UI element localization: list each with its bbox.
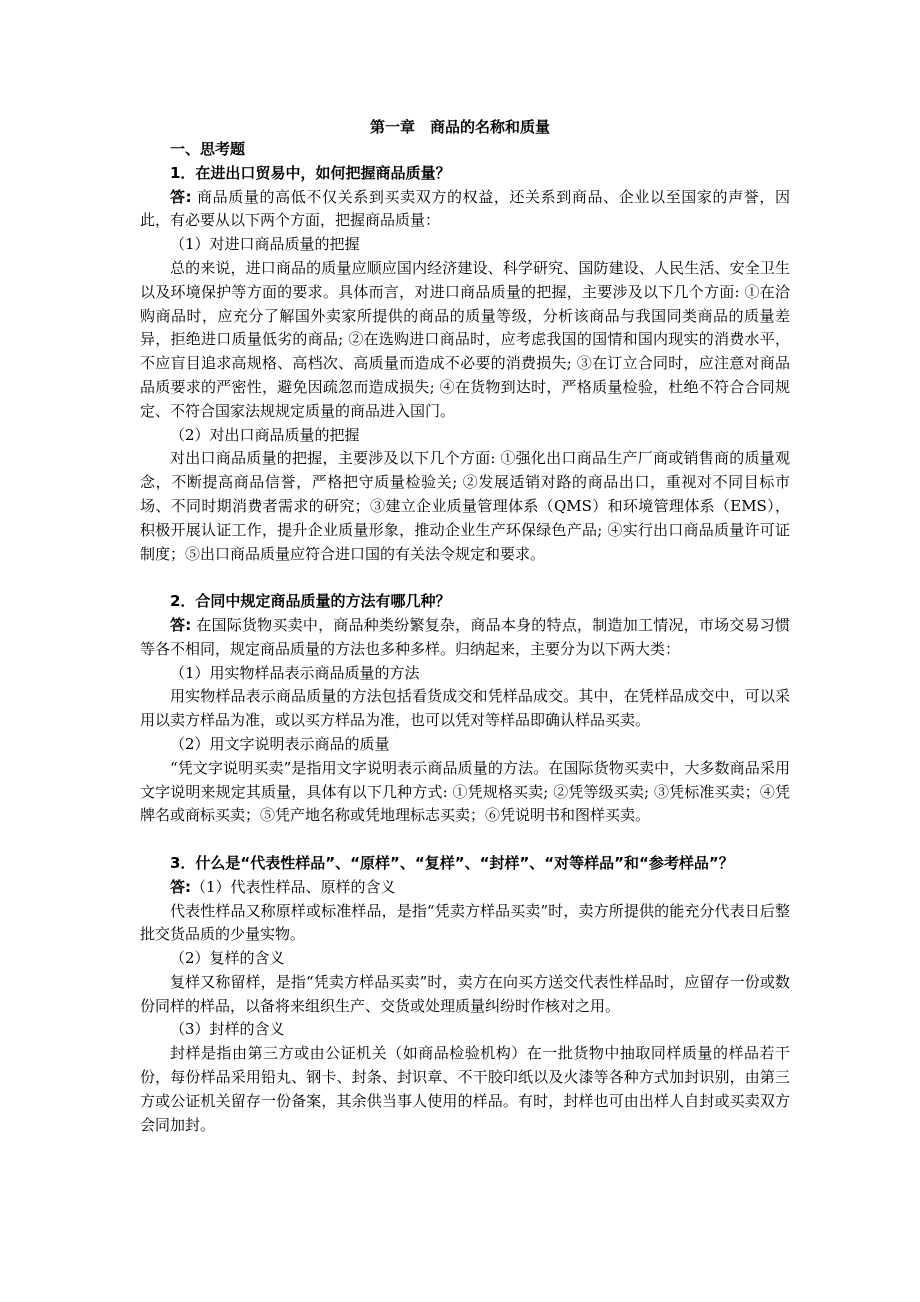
- spacer: [140, 828, 790, 852]
- chapter-title: 第一章 商品的名称和质量: [369, 118, 550, 136]
- question-2-heading: 2．合同中规定商品质量的方法有哪几种？: [170, 592, 451, 611]
- spacer: [140, 566, 790, 590]
- question-3-paragraph-1: 代表性样品又称原样或标准样品，是指“凭卖方样品买卖”时，卖方所提供的能充分代表日后整批交货品质的少量实物。: [140, 901, 790, 944]
- question-2-paragraph-1: 用实物样品表示商品质量的方法包括看货成交和凭样品成交。其中，在凭样品成交中，可以采用以卖方样品为准，或以买方样品为准，也可以凭对等样品即确认样品买卖。: [140, 687, 790, 730]
- answer-label: 答:: [170, 187, 192, 206]
- question-1-paragraph-1: 总的来说，进口商品的质量应顺应国内经济建设、科学研究、国防建设、人民生活、安全卫生以及环境保护等方面的要求。具体而言，对进口商品质量的把握，主要涉及以下几个方面: ①在洽购商品时，应充分了解国外卖家所提供的商品的质量等级，分析该商品与我国同类商品的质量差异，拒绝进口质量低劣的商品; ②在选购进口商品时，应考虑我国的国情和国内现实的消费水平，不应盲目追求高规格、高档次、高质量而造成不必要的消费损失; ③在订立合同时，应注意对商品品质要求的严密性，避免因疏忽而造成损失; ④在货物到达时，严格质量检验，杜绝不符合合同规定、不符合国家法规规定质量的商品进入国门。: [140, 258, 790, 420]
- answer-subheading-1: （1）代表性样品、原样的含义: [191, 877, 396, 896]
- question-3-subheading-3: （3）封样的含义: [170, 1020, 285, 1039]
- question-2-answer: [140, 614, 790, 662]
- question-3-subheading-2: （2）复样的含义: [170, 949, 285, 968]
- answer-text: 在国际货物买卖中，商品种类纷繁复杂，商品本身的特点，制造加工情况，市场交易习惯等各不相同，规定商品质量的方法也多种多样。归纳起来，主要分为以下两大类：: [140, 615, 790, 658]
- question-1-subheading-2: （2）对出口商品质量的把握: [170, 425, 360, 444]
- answer-text: 商品质量的高低不仅关系到买卖双方的权益，还关系到商品、企业以至国家的声誉，因此，有必要从以下两个方面，把握商品质量：: [140, 187, 790, 230]
- question-3-heading: 3．什么是“代表性样品”、“原样”、“复样”、“封样”、“对等样品”和“参考样品”？: [170, 853, 734, 872]
- answer-label: 答:: [170, 877, 191, 896]
- question-2-paragraph-2: “凭文字说明买卖”是指用文字说明表示商品质量的方法。在国际货物买卖中，大多数商品采用文字说明来规定其质量，具体有以下几种方式: ①凭规格买卖; ②凭等级买卖; ③凭标准买卖；④凭牌名或商标买卖；⑤凭产地名称或凭地理标志买卖；⑥凭说明书和图样买卖。: [140, 758, 790, 825]
- question-2-subheading-2: （2）用文字说明表示商品的质量: [170, 734, 390, 753]
- answer-label: 答:: [170, 615, 192, 634]
- document-body: [140, 138, 790, 1137]
- question-2-subheading-1: （1）用实物样品表示商品质量的方法: [170, 663, 420, 682]
- question-3-answer: [140, 876, 790, 900]
- question-1-answer: [140, 186, 790, 234]
- question-1-paragraph-2: 对出口商品质量的把握，主要涉及以下几个方面: ①强化出口商品生产厂商或销售商的质量观念，不断提高商品信誉，严格把守质量检验关; ②发展适销对路的商品出口，重视对不同目标市场、不同时期消费者需求的研究；③建立企业质量管理体系（QMS）和环境管理体系（EMS），积极开展认证工作，提升企业质量形象，推动企业生产环保绿色产品; ④实行出口商品质量许可证制度；⑤出口商品质量应符合进口国的有关法令规定和要求。: [140, 449, 790, 563]
- section-heading: 一、思考题: [170, 140, 246, 158]
- question-3-paragraph-3: 封样是指由第三方或由公证机关（如商品检验机构）在一批货物中抽取同样质量的样品若干份，每份样品采用铅丸、钢卡、封条、封识章、不干胶印纸以及火漆等各种方式加封识别，由第三方或公证机关留存一份备案，其余供当事人使用的样品。有时，封样也可由出样人自封或买卖双方会同加封。: [140, 1044, 790, 1134]
- question-3-paragraph-2: 复样又称留样，是指“凭卖方样品买卖”时，卖方在向买方送交代表性样品时，应留存一份或数份同样的样品，以备将来组织生产、交货或处理质量纠纷时作核对之用。: [140, 972, 790, 1015]
- question-1-subheading-1: （1）对进口商品质量的把握: [170, 235, 360, 254]
- question-1-heading: 1．在进出口贸易中，如何把握商品质量？: [170, 163, 451, 182]
